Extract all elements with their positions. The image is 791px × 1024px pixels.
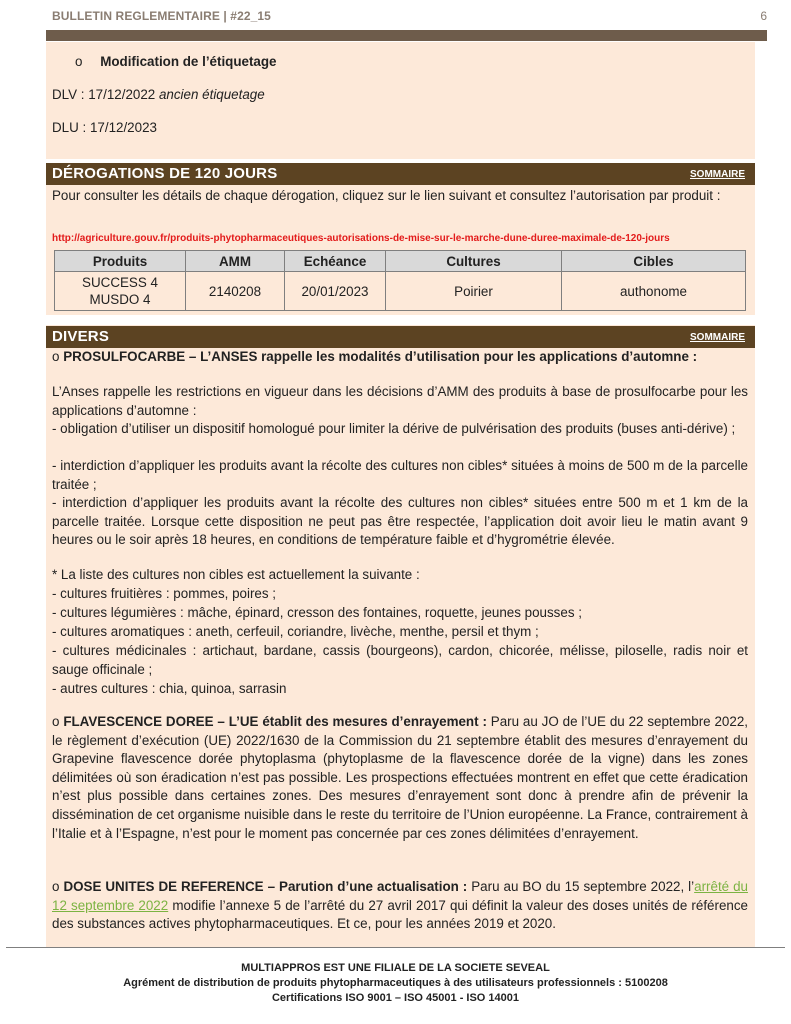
flavescence-heading: FLAVESCENCE DOREE – L’UE établit des mesures d’enrayement : <box>63 714 487 729</box>
bulletin-title: BULLETIN REGLEMENTAIRE | #22_15 <box>52 9 271 23</box>
header-bar <box>46 30 767 41</box>
dlv-line <box>52 86 265 105</box>
dose-body-before: Paru au BO du 15 septembre 2022, l’ <box>467 879 695 894</box>
footer-agreement: Agrément de distribution de produits phytopharmaceutiques à des utilisateurs professionnels : 5100208 <box>123 977 668 989</box>
cell-echeance: 20/01/2023 <box>285 272 386 311</box>
divers-title: DIVERS <box>52 328 110 345</box>
derogations-table <box>54 250 746 311</box>
dose-paragraph <box>52 878 748 934</box>
dlu-line: DLU : 17/12/2023 <box>52 120 157 135</box>
labeling-heading-text: Modification de l’étiquetage <box>100 54 277 69</box>
sommaire-link[interactable]: SOMMAIRE <box>690 332 745 343</box>
table-header-row <box>55 251 746 272</box>
labeling-heading <box>75 53 277 72</box>
cell-amm: 2140208 <box>186 272 285 311</box>
crop-list-item: - autres cultures : chia, quinoa, sarrasin <box>52 681 287 696</box>
dlv-label: DLV : 17/12/2022 <box>52 87 159 102</box>
footer-divider <box>6 947 785 948</box>
product-name: MUSDO 4 <box>89 292 151 307</box>
crop-list-item: - cultures aromatiques : aneth, cerfeuil, coriandre, livèche, menthe, persil et thym ; <box>52 624 539 639</box>
prosulfocarbe-heading-text: PROSULFOCARBE – L’ANSES rappelle les modalités d’utilisation pour les applications d’automne : <box>63 349 698 364</box>
prosulfocarbe-rule: - obligation d’utiliser un dispositif homologué pour limiter la dérive de pulvérisation des produits (buses anti-dérive) ; <box>52 421 736 436</box>
crop-list-item: - cultures fruitières : pommes, poires ; <box>52 586 276 601</box>
col-cibles: Cibles <box>562 251 746 272</box>
derogations-link[interactable]: http://agriculture.gouv.fr/produits-phytopharmaceutiques-autorisations-de-mise-sur-le-marche-dune-duree-maximale-de-120-jours <box>52 233 670 244</box>
dose-body-after: modifie l’annexe 5 de l’arrêté du 27 avril 2017 qui définit la valeur des doses unités de référence des substances actives phytopharmaceutiques. Et ce, pour les années 2019 et 2020. <box>52 897 749 932</box>
derogations-intro: Pour consulter les détails de chaque dérogation, cliquez sur le lien suivant et consultez l’autorisation par produit : <box>52 188 721 203</box>
table-row <box>55 272 746 311</box>
cell-cultures: Poirier <box>386 272 562 311</box>
prosulfocarbe-heading <box>52 348 697 367</box>
product-name: SUCCESS 4 <box>82 275 158 290</box>
flavescence-paragraph <box>52 713 748 843</box>
cell-cibles: authonome <box>562 272 746 311</box>
prosulfocarbe-intro: L’Anses rappelle les restrictions en vigueur dans les décisions d’AMM des produits à base de prosulfocarbe pour les applications d’automne : <box>52 384 748 418</box>
derogations-header <box>46 163 755 185</box>
derogations-title: DÉROGATIONS DE 120 JOURS <box>52 165 278 182</box>
prosulfocarbe-rule: - interdiction d’appliquer les produits avant la récolte des cultures non cibles* situées à moins de 500 m de la parcelle traitée ; <box>52 458 748 492</box>
page-number: 6 <box>760 9 767 23</box>
arrete-link[interactable]: arrêté du 12 septembre 2022 <box>52 879 748 913</box>
sommaire-link[interactable]: SOMMAIRE <box>690 169 745 180</box>
crop-list-item: - cultures médicinales : artichaut, bardane, cassis (bourgeons), cardon, chicorée, mélisse, piloselle, radis noir et sauge officinale ; <box>52 643 748 677</box>
flavescence-body: Paru au JO de l’UE du 22 septembre 2022, le règlement d’exécution (UE) 2022/1630 de la Commission du 21 septembre établit des mesures d’enrayement du Grapevine flavescence dorée phytoplasma (phytoplasme de la flavescence dorée de la vigne) dans les zones délimitées où son éradication n’est pas possible. Les prospections effectuées montrent en effet que cette éradication n’est plus possible dans certaines zones. Des mesures d’enrayement sont donc à prendre afin de prévenir la dissémination de cet organisme nuisible dans le reste du territoire de l’Union européenne. La France, contrairement à l’Italie et à l’Espagne, n’est pour le moment pas concernée par ces zones délimitées d’enrayement. <box>52 714 748 841</box>
bullet-marker: o <box>75 54 83 69</box>
col-amm: AMM <box>186 251 285 272</box>
bullet-marker: o <box>52 714 60 729</box>
col-echeance: Echéance <box>285 251 386 272</box>
bullet-marker: o <box>52 349 60 364</box>
dlv-note: ancien étiquetage <box>158 87 265 102</box>
divers-header <box>46 326 755 348</box>
cell-produits <box>55 272 186 311</box>
prosulfocarbe-rule: - interdiction d’appliquer les produits avant la récolte des cultures non cibles* situées entre 500 m et 1 km de la parcelle traitée. Lorsque cette disposition ne peut pas être respectée, l’application doit avoir lieu le matin avant 9 heures ou le soir après 18 heures, en conditions de température faible et d’hygrométrie élevée. <box>52 495 748 548</box>
footer-company: MULTIAPPROS EST UNE FILIALE DE LA SOCIETE SEVEAL <box>241 962 550 974</box>
footer-certifications: Certifications ISO 9001 – ISO 45001 - ISO 14001 <box>271 992 520 1004</box>
crop-list-item: - cultures légumières : mâche, épinard, cresson des fontaines, roquette, jeunes pousses ; <box>52 605 582 620</box>
col-cultures: Cultures <box>386 251 562 272</box>
col-produits: Produits <box>55 251 186 272</box>
bullet-marker: o <box>52 879 60 894</box>
crop-list-intro: * La liste des cultures non cibles est actuellement la suivante : <box>52 567 420 582</box>
dose-heading: DOSE UNITES DE REFERENCE – Parution d’une actualisation : <box>63 879 468 894</box>
